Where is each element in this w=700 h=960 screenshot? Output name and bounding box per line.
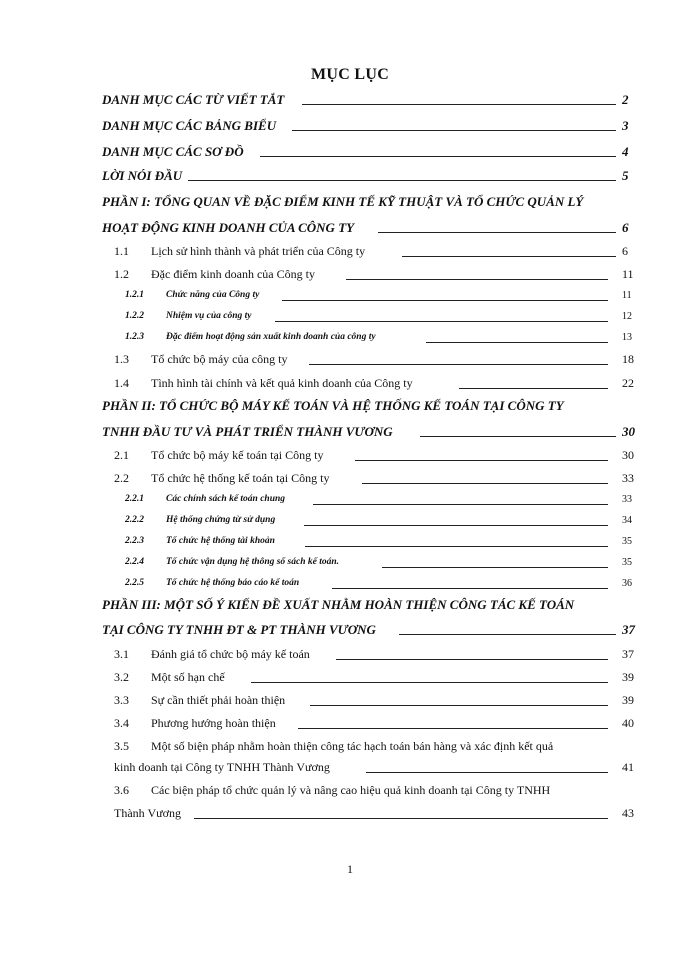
toc-entry-number: 1.1 (114, 244, 129, 258)
leader-line (420, 436, 616, 437)
toc-entry-2-2-2[interactable] (0, 510, 700, 532)
toc-entry-text: LỜI NÓI ĐẦU (102, 168, 183, 183)
leader-line (310, 705, 608, 706)
toc-entry-number: 3.4 (114, 716, 129, 730)
toc-entry-3-2[interactable] (0, 666, 700, 688)
toc-entry-page: 4 (622, 144, 629, 159)
leader-line (298, 728, 608, 729)
toc-entry-1-2[interactable] (0, 263, 700, 285)
toc-entry-text: Đặc điểm hoạt động sản xuất kinh doanh của công ty (166, 332, 376, 342)
toc-entry-text: Lịch sử hình thành và phát triển của Công ty (151, 244, 366, 258)
leader-line (302, 104, 616, 105)
leader-line (305, 546, 608, 547)
leader-line (304, 525, 608, 526)
leader-line (378, 232, 616, 233)
leader-line (346, 279, 608, 280)
toc-entry-text: Chức năng của Công ty (166, 290, 260, 300)
leader-line (275, 321, 608, 322)
toc-entry-text: Tổ chức hệ thống báo cáo kế toán (166, 578, 300, 588)
toc-entry-text: DANH MỤC CÁC BẢNG BIỂU (102, 118, 277, 133)
toc-entry-text: HOẠT ĐỘNG KINH DOANH CỦA CÔNG TY (102, 220, 355, 235)
toc-entry-text: Tình hình tài chính và kết quả kinh doanh của Công ty (151, 376, 413, 390)
toc-entry-number: 2.2.2 (125, 515, 144, 525)
toc-entry-number: 3.2 (114, 670, 129, 684)
toc-title: MỤC LỤC (310, 66, 390, 83)
toc-entry-2-1[interactable] (0, 444, 700, 466)
toc-entry-page: 12 (622, 311, 632, 322)
leader-line (366, 772, 608, 773)
toc-entry-diagrams[interactable] (0, 141, 700, 163)
toc-entry-page: 40 (622, 716, 634, 730)
toc-entry-part3[interactable] (0, 594, 700, 616)
toc-entry-tables[interactable] (0, 115, 700, 137)
leader-line (362, 483, 608, 484)
toc-entry-part2[interactable] (0, 395, 700, 417)
toc-entry-page: 18 (622, 352, 634, 366)
toc-entry-3-1[interactable] (0, 643, 700, 665)
toc-entry-page: 33 (622, 494, 632, 505)
leader-line (336, 659, 608, 660)
toc-entry-page: 34 (622, 515, 632, 526)
toc-entry-number: 2.2 (114, 471, 129, 485)
toc-entry-page: 35 (622, 557, 632, 568)
toc-entry-number: 2.2.3 (125, 536, 144, 546)
toc-entry-page: 11 (622, 267, 634, 281)
toc-entry-number: 2.2.4 (125, 557, 144, 567)
toc-entry-page: 35 (622, 536, 632, 547)
toc-entry-text: kinh doanh tại Công ty TNHH Thành Vương (114, 760, 330, 774)
toc-entry-page: 41 (622, 760, 634, 774)
toc-entry-text: Tổ chức bộ máy của công ty (151, 352, 288, 366)
toc-entry-page: 39 (622, 693, 634, 707)
toc-entry-1-2-3[interactable] (0, 327, 700, 349)
toc-entry-1-2-2[interactable] (0, 306, 700, 328)
toc-entry-number: 2.1 (114, 448, 129, 462)
leader-line (260, 156, 616, 157)
toc-entry-text: Tổ chức vận dụng hệ thông sổ sách kế toán. (166, 557, 340, 567)
toc-entry-2-2[interactable] (0, 467, 700, 489)
toc-entry-page: 36 (622, 578, 632, 589)
toc-entry-text: Thành Vương (114, 806, 181, 820)
toc-entry-1-2-1[interactable] (0, 285, 700, 307)
toc-entry-1-4[interactable] (0, 372, 700, 394)
toc-entry-text: TẠI CÔNG TY TNHH ĐT & PT THÀNH VƯƠNG (102, 622, 376, 637)
toc-entry-text: DANH MỤC CÁC SƠ ĐỒ (102, 144, 244, 159)
leader-line (251, 682, 608, 683)
leader-line (402, 256, 616, 257)
leader-line (399, 634, 616, 635)
toc-entry-text: PHẦN I: TỔNG QUAN VỀ ĐẶC ĐIỂM KINH TẾ KỸ THUẬT VÀ TỔ CHỨC QUẢN LÝ (102, 194, 584, 209)
toc-entry-number: 3.5 (114, 739, 129, 753)
leader-line (426, 342, 608, 343)
toc-entry-page: 11 (622, 290, 632, 301)
toc-entry-text: Đánh giá tổ chức bộ máy kế toán (151, 647, 310, 661)
toc-entry-text: Hệ thống chứng từ sử dụng (166, 515, 276, 525)
toc-entry-number: 1.4 (114, 376, 129, 390)
toc-entry-number: 1.2.2 (125, 311, 144, 321)
toc-entry-3-4[interactable] (0, 712, 700, 734)
toc-entry-page: 33 (622, 471, 634, 485)
toc-entry-text: PHẦN III: MỘT SỐ Ý KIẾN ĐỀ XUẤT NHẰM HOÀN THIỆN CÔNG TÁC KẾ TOÁN (102, 597, 575, 612)
toc-entry-1-1[interactable] (0, 240, 700, 262)
toc-entry-2-2-3[interactable] (0, 531, 700, 553)
toc-entry-page: 39 (622, 670, 634, 684)
toc-entry-page: 3 (622, 118, 629, 133)
toc-entry-2-2-1[interactable] (0, 489, 700, 511)
toc-entry-text: Tổ chức hệ thống tài khoản (166, 536, 275, 546)
leader-line (355, 460, 608, 461)
toc-entry-text: DANH MỤC CÁC TỪ VIẾT TẮT (102, 92, 285, 107)
toc-entry-text: Nhiệm vụ của công ty (166, 311, 252, 321)
toc-entry-2-2-5[interactable] (0, 573, 700, 595)
toc-entry-text: Sự cần thiết phải hoàn thiện (151, 693, 286, 707)
toc-entry-part1[interactable] (0, 191, 700, 213)
toc-entry-abbreviations[interactable] (0, 89, 700, 111)
leader-line (292, 130, 616, 131)
toc-entry-text: TNHH ĐẦU TƯ VÀ PHÁT TRIỂN THÀNH VƯƠNG (102, 424, 393, 439)
toc-entry-page: 22 (622, 376, 634, 390)
toc-entry-number: 3.1 (114, 647, 129, 661)
toc-entry-2-2-4[interactable] (0, 552, 700, 574)
toc-entry-number: 3.3 (114, 693, 129, 707)
toc-entry-page: 30 (622, 448, 634, 462)
toc-entry-number: 1.2.3 (125, 332, 144, 342)
toc-entry-page: 43 (622, 806, 634, 820)
toc-entry-page: 37 (622, 647, 634, 661)
toc-entry-number: 1.3 (114, 352, 129, 366)
toc-entry-text: Phương hướng hoàn thiện (151, 716, 276, 730)
toc-entry-part3-cont[interactable] (0, 619, 700, 641)
toc-entry-3-3[interactable] (0, 689, 700, 711)
leader-line (194, 818, 608, 819)
toc-entry-text: Các chính sách kế toán chung (166, 494, 286, 504)
toc-entry-page: 6 (622, 220, 629, 235)
leader-line (282, 300, 608, 301)
toc-entry-3-6[interactable] (0, 779, 700, 801)
leader-line (332, 588, 608, 589)
toc-entry-number: 2.2.1 (125, 494, 144, 504)
toc-entry-text: Một số hạn chế (151, 670, 225, 684)
toc-entry-page: 13 (622, 332, 632, 343)
toc-entry-page: 2 (622, 92, 629, 107)
toc-entry-text: Tổ chức bộ máy kế toán tại Công ty (151, 448, 324, 462)
toc-entry-part1-cont[interactable] (0, 217, 700, 239)
toc-entry-3-5-cont[interactable] (0, 756, 700, 778)
toc-entry-number: 1.2.1 (125, 290, 144, 300)
toc-entry-text: Một số biện pháp nhằm hoàn thiện công tác hạch toán bán hàng và xác định kết quả (151, 739, 554, 753)
toc-entry-page: 30 (622, 424, 635, 439)
toc-entry-page: 37 (622, 622, 635, 637)
leader-line (459, 388, 608, 389)
toc-entry-text: Tổ chức hệ thống kế toán tại Công ty (151, 471, 330, 485)
leader-line (188, 180, 616, 181)
toc-entry-number: 1.2 (114, 267, 129, 281)
toc-entry-page: 5 (622, 168, 629, 183)
toc-entry-number: 2.2.5 (125, 578, 144, 588)
page-number: 1 (347, 862, 353, 876)
toc-entry-page: 6 (622, 244, 628, 258)
toc-entry-part2-cont[interactable] (0, 421, 700, 443)
toc-entry-text: PHẦN II: TỔ CHỨC BỘ MÁY KẾ TOÁN VÀ HỆ THỐNG KẾ TOÁN TẠI CÔNG TY (102, 398, 564, 413)
toc-entry-3-6-cont[interactable] (0, 802, 700, 824)
toc-entry-number: 3.6 (114, 783, 129, 797)
toc-entry-1-3[interactable] (0, 348, 700, 370)
leader-line (313, 504, 608, 505)
toc-entry-text: Các biện pháp tổ chức quản lý và nâng cao hiệu quả kinh doanh tại Công ty TNHH (151, 783, 551, 797)
toc-entry-preface[interactable] (0, 165, 700, 187)
toc-entry-3-5[interactable] (0, 735, 700, 757)
leader-line (382, 567, 608, 568)
leader-line (309, 364, 608, 365)
toc-entry-text: Đặc điểm kinh doanh của Công ty (151, 267, 315, 281)
